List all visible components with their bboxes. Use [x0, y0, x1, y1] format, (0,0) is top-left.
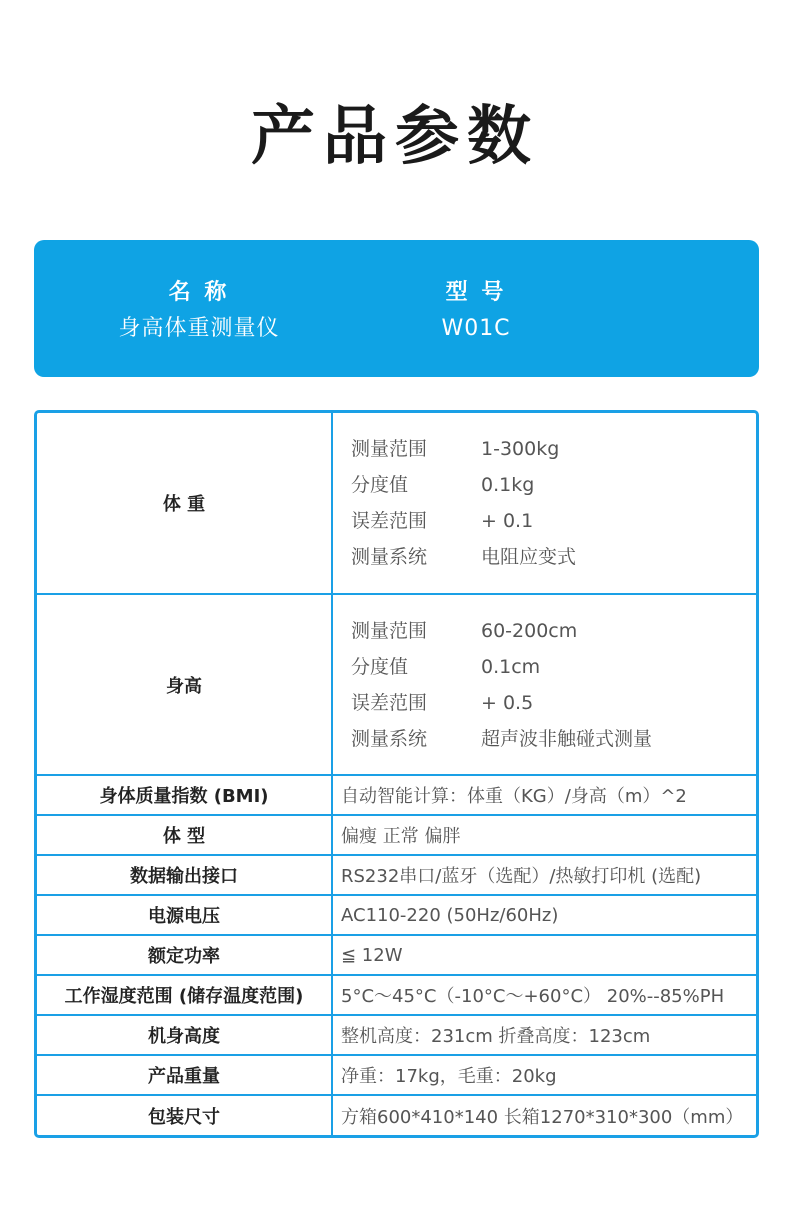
- spec-row-product-weight: [37, 1056, 756, 1096]
- spec-row-rated-power: [37, 936, 756, 976]
- spec-value: 偏瘦 正常 偏胖: [341, 826, 461, 847]
- height-sub-list: [351, 613, 652, 757]
- spec-value: ≦ 12W: [341, 944, 403, 966]
- sub-spec-value: 超声波非触碰式测量: [481, 728, 653, 750]
- sub-spec-value: + 0.5: [481, 692, 534, 714]
- spec-key: 数据输出接口: [37, 856, 333, 894]
- sub-spec-value: 60-200cm: [481, 620, 578, 642]
- sub-spec-value: 0.1cm: [481, 656, 541, 678]
- spec-row-data-interface: [37, 856, 756, 896]
- spec-row-package-size: [37, 1096, 756, 1135]
- product-name-value: 身高体重测量仪: [118, 316, 280, 341]
- sub-spec-key: 误差范围: [351, 692, 428, 714]
- sub-spec-item: [351, 431, 576, 467]
- spec-row-weight: [37, 413, 756, 595]
- spec-row-bmi: [37, 776, 756, 816]
- sub-spec-key: 测量范围: [351, 438, 428, 460]
- spec-value: 方箱600*410*140 长箱1270*310*300（mm）: [341, 1106, 744, 1128]
- spec-key: 电源电压: [37, 896, 333, 934]
- spec-key: 身体质量指数 (BMI): [37, 776, 333, 814]
- product-model-block: [346, 278, 606, 344]
- spec-value: 5°C～45°C（-10°C～+60°C） 20%--85%PH: [341, 986, 725, 1007]
- spec-key: 额定功率: [37, 936, 333, 974]
- spec-value: 净重：17kg，毛重：20kg: [341, 1066, 557, 1087]
- spec-value: 自动智能计算：体重（KG）/身高（m）^2: [341, 786, 687, 807]
- spec-row-body-type: [37, 816, 756, 856]
- spec-key: 包装尺寸: [37, 1096, 333, 1135]
- sub-spec-key: 误差范围: [351, 510, 428, 532]
- spec-row-machine-height: [37, 1016, 756, 1056]
- sub-spec-item: [351, 467, 576, 503]
- sub-spec-value: 电阻应变式: [481, 546, 577, 568]
- spec-key: 身高: [37, 595, 333, 774]
- sub-spec-key: 分度值: [351, 474, 409, 496]
- sub-spec-key: 测量系统: [351, 728, 428, 750]
- spec-row-humidity: [37, 976, 756, 1016]
- spec-value: AC110-220 (50Hz/60Hz): [341, 904, 559, 926]
- page-title: 产品参数: [251, 100, 539, 174]
- sub-spec-item: [351, 685, 652, 721]
- spec-key: 体 型: [37, 816, 333, 854]
- sub-spec-value: 1-300kg: [481, 438, 560, 460]
- weight-sub-list: [351, 431, 576, 575]
- product-name-block: [69, 278, 329, 344]
- spec-row-power-voltage: [37, 896, 756, 936]
- product-model-label: 型 号: [445, 280, 507, 305]
- product-name-label: 名 称: [168, 280, 230, 305]
- product-summary-banner: [34, 240, 759, 377]
- sub-spec-key: 分度值: [351, 656, 409, 678]
- sub-spec-item: [351, 539, 576, 575]
- spec-key: 产品重量: [37, 1056, 333, 1094]
- sub-spec-value: 0.1kg: [481, 474, 535, 496]
- spec-key: 体 重: [37, 413, 333, 593]
- product-model-value: W01C: [441, 316, 511, 341]
- sub-spec-item: [351, 649, 652, 685]
- sub-spec-key: 测量范围: [351, 620, 428, 642]
- sub-spec-item: [351, 503, 576, 539]
- spec-row-height: [37, 595, 756, 776]
- sub-spec-item: [351, 721, 652, 757]
- sub-spec-item: [351, 613, 652, 649]
- spec-value: RS232串口/蓝牙（选配）/热敏打印机 (选配): [341, 866, 702, 887]
- spec-value: 整机高度：231cm 折叠高度：123cm: [341, 1026, 651, 1047]
- spec-table: [34, 410, 759, 1138]
- sub-spec-key: 测量系统: [351, 546, 428, 568]
- sub-spec-value: + 0.1: [481, 510, 534, 532]
- spec-key: 工作湿度范围 (储存温度范围): [37, 976, 333, 1014]
- spec-key: 机身高度: [37, 1016, 333, 1054]
